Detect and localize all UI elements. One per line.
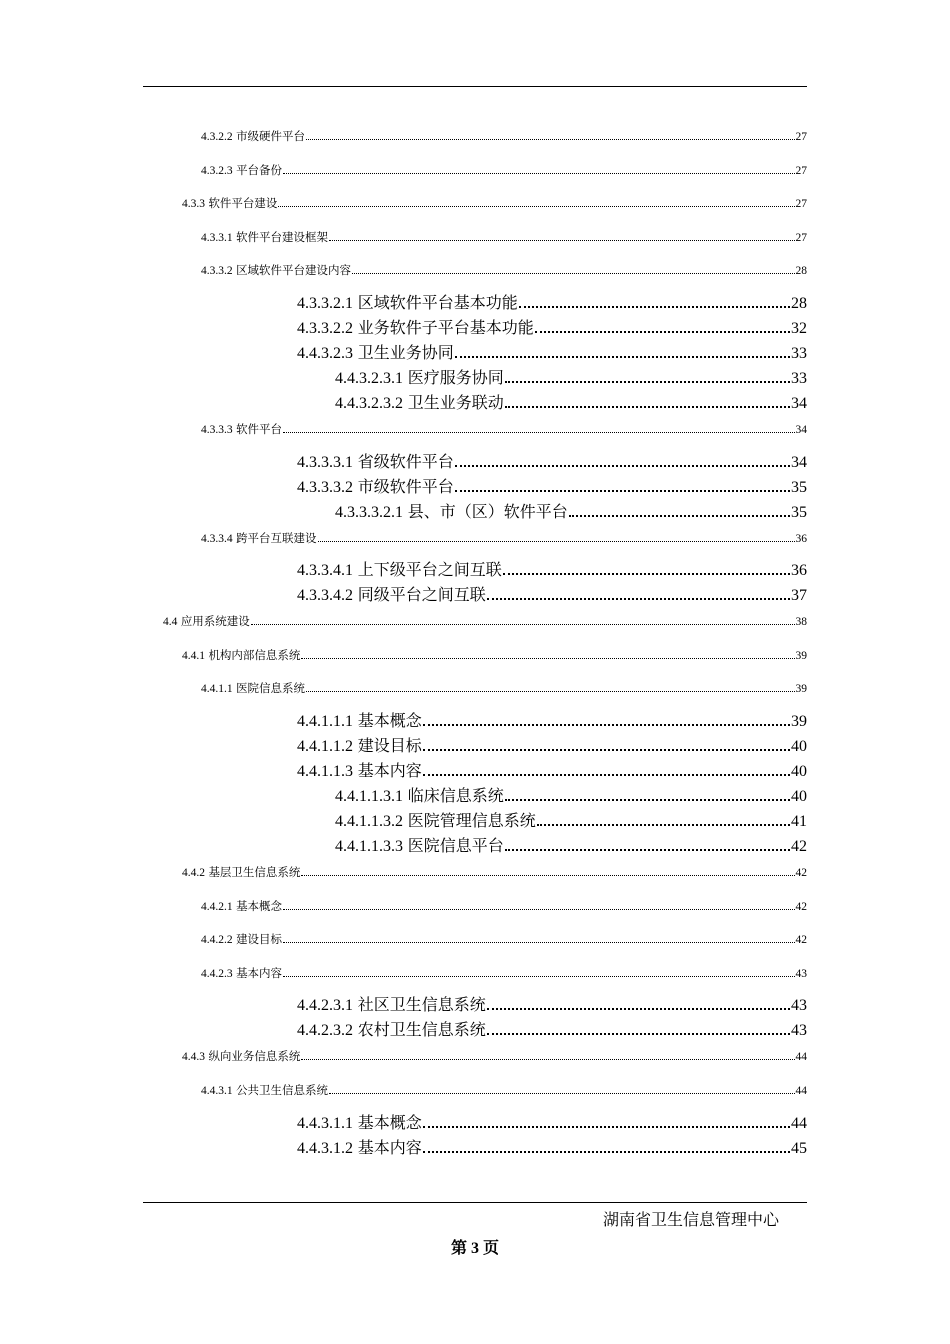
toc-leader-dots (503, 570, 790, 575)
toc-entry-page: 42 (791, 838, 807, 855)
toc-entry-title: 医院信息平台 (407, 838, 504, 855)
toc-entry-title: 公共卫生信息系统 (236, 1085, 329, 1097)
toc-entry-number: 4.4 (163, 616, 178, 629)
toc-entry-title: 软件平台建设框架 (236, 231, 329, 244)
toc-leader-dots (278, 204, 794, 207)
toc-entry-page: 32 (791, 320, 807, 337)
toc-entry-title: 应用系统建设 (180, 616, 250, 629)
toc-leader-dots (455, 461, 790, 466)
toc-entry-title: 软件平台建设 (208, 198, 278, 211)
toc-entry[interactable] (335, 839, 807, 855)
toc-entry-title: 卫生业务协同 (357, 345, 454, 362)
toc-entry-page: 28 (791, 295, 807, 312)
toc-entry-title: 机构内部信息系统 (208, 649, 301, 662)
toc-leader-dots (423, 1122, 790, 1127)
toc-entry[interactable] (201, 425, 807, 437)
toc-entry-number: 4.4.1.1.1 (297, 713, 353, 730)
toc-entry-page: 27 (795, 164, 807, 177)
toc-leader-dots (301, 1057, 794, 1060)
toc-entry-number: 4.4.3.2.3 (297, 345, 353, 362)
toc-entry-page: 44 (795, 1085, 807, 1097)
toc-entry-title: 卫生业务联动 (407, 395, 504, 412)
toc-entry-page: 39 (791, 713, 807, 730)
page-number: 第 3 页 (450, 1240, 499, 1257)
toc-entry-number: 4.3.3.2.2 (297, 320, 353, 337)
toc-leader-dots (423, 771, 790, 776)
toc-entry[interactable] (297, 480, 807, 496)
toc-entry-number: 4.4.3.1.1 (297, 1114, 353, 1132)
footer-organization: 湖南省卫生信息管理中心 (602, 1212, 779, 1229)
toc-entry-number: 4.3.3.3.2.1 (335, 503, 403, 521)
toc-entry[interactable] (297, 296, 807, 312)
toc-entry-title: 医疗服务协同 (407, 370, 504, 387)
toc-leader-dots (535, 328, 790, 333)
toc-entry[interactable] (335, 789, 807, 805)
toc-entry[interactable] (335, 814, 807, 830)
toc-entry[interactable] (201, 166, 807, 178)
toc-entry-title: 基层卫生信息系统 (208, 867, 301, 879)
toc-entry-number: 4.3.2.2 (201, 131, 233, 143)
toc-entry-page: 40 (791, 738, 807, 755)
toc-entry[interactable] (297, 764, 807, 780)
toc-leader-dots (487, 1005, 790, 1010)
toc-entry-page: 39 (795, 683, 807, 696)
toc-entry[interactable] (201, 1086, 807, 1098)
toc-leader-dots (505, 796, 790, 801)
toc-entry[interactable] (201, 902, 807, 914)
toc-leader-dots (283, 906, 794, 909)
toc-entry-title: 跨平台互联建设 (236, 532, 317, 545)
toc-leader-dots (455, 486, 790, 491)
toc-entry[interactable] (182, 1052, 807, 1064)
toc-leader-dots (329, 238, 794, 241)
toc-leader-dots (505, 846, 790, 851)
toc-leader-dots (423, 746, 790, 751)
toc-entry-title: 同级平台之间互联 (357, 587, 486, 605)
toc-entry[interactable] (201, 935, 807, 947)
toc-leader-dots (251, 622, 795, 625)
toc-entry-number: 4.3.2.3 (201, 164, 233, 177)
toc-entry[interactable] (297, 998, 807, 1014)
toc-entry-page: 40 (791, 763, 807, 780)
toc-leader-dots (487, 595, 790, 600)
toc-leader-dots (505, 378, 790, 383)
toc-entry-page: 43 (791, 1022, 807, 1040)
toc-entry-number: 4.4.1.1.3.3 (335, 838, 403, 855)
toc-entry-number: 4.4.1.1.3.2 (335, 813, 403, 830)
toc-entry-title: 市级软件平台 (357, 478, 454, 496)
toc-entry-page: 42 (795, 934, 807, 947)
toc-entry-page: 44 (795, 1051, 807, 1064)
toc-entry-title: 医院信息系统 (236, 683, 306, 696)
toc-entry-page: 38 (795, 616, 807, 629)
toc-entry-page: 44 (791, 1114, 807, 1132)
toc-entry-number: 4.4.2 (182, 867, 205, 879)
toc-entry[interactable] (201, 132, 807, 144)
toc-entry[interactable] (335, 396, 807, 412)
toc-entry-title: 平台备份 (236, 164, 283, 177)
toc-entry-title: 基本概念 (236, 900, 283, 913)
toc-entry[interactable] (297, 1141, 807, 1157)
toc-entry[interactable] (182, 868, 807, 880)
toc-entry-page: 45 (791, 1139, 807, 1157)
toc-entry[interactable] (182, 651, 807, 663)
toc-entry-number: 4.4.3.1.2 (297, 1139, 353, 1157)
toc-entry-page: 36 (795, 532, 807, 545)
toc-entry-number: 4.4.1.1 (201, 683, 233, 696)
toc-entry[interactable] (297, 455, 807, 471)
toc-entry-page: 43 (795, 967, 807, 980)
toc-entry-number: 4.4.1.1.3 (297, 763, 353, 780)
toc-leader-dots (306, 689, 794, 692)
toc-entry-number: 4.4.1 (182, 649, 205, 662)
toc-leader-dots (455, 353, 790, 358)
toc-entry-number: 4.3.3.3 (201, 424, 233, 436)
toc-leader-dots (283, 170, 794, 173)
toc-leader-dots (569, 511, 790, 516)
toc-entry-title: 农村卫生信息系统 (357, 1022, 486, 1040)
toc-entry-title: 基本概念 (357, 1114, 422, 1132)
toc-entry-title: 基本内容 (357, 1139, 422, 1157)
toc-entry[interactable] (297, 563, 807, 579)
toc-entry-page: 27 (795, 231, 807, 244)
toc-entry[interactable] (163, 617, 807, 629)
toc-entry-title: 建设目标 (357, 738, 422, 755)
toc-entry-title: 区域软件平台基本功能 (357, 295, 518, 312)
toc-entry[interactable] (297, 1116, 807, 1132)
toc-leader-dots (301, 873, 794, 876)
toc-entry-page: 34 (791, 395, 807, 412)
toc-entry-title: 省级软件平台 (357, 453, 454, 471)
toc-entry-title: 基本内容 (236, 967, 283, 980)
toc-leader-dots (283, 974, 794, 977)
toc-entry-number: 4.4.2.1 (201, 900, 233, 913)
toc-leader-dots (505, 403, 790, 408)
toc-entry[interactable] (201, 233, 807, 245)
toc-leader-dots (306, 137, 794, 140)
toc-leader-dots (283, 940, 794, 943)
toc-entry-number: 4.3.3.4.1 (297, 562, 353, 580)
toc-entry-title: 软件平台 (236, 424, 283, 436)
toc-entry-page: 27 (795, 131, 807, 143)
toc-entry[interactable] (297, 588, 807, 604)
toc-entry-title: 县、市（区）软件平台 (407, 503, 568, 521)
toc-entry-number: 4.3.3.4.2 (297, 587, 353, 605)
toc-entry-number: 4.3.3.2.1 (297, 295, 353, 312)
toc-entry-title: 医院管理信息系统 (407, 813, 536, 830)
toc-leader-dots (423, 721, 790, 726)
toc-entry[interactable] (335, 371, 807, 387)
toc-entry-page: 34 (795, 424, 807, 436)
toc-entry-number: 4.4.1.1.3.1 (335, 788, 403, 805)
toc-entry-title: 上下级平台之间互联 (357, 562, 502, 580)
toc-entry[interactable] (297, 321, 807, 337)
toc-entry-number: 4.4.2.3 (201, 967, 233, 980)
toc-entry-number: 4.4.2.2 (201, 934, 233, 947)
toc-entry-title: 基本内容 (357, 763, 422, 780)
toc-entry-number: 4.4.3 (182, 1051, 205, 1064)
toc-entry-page: 28 (795, 265, 807, 278)
toc-entry-title: 社区卫生信息系统 (357, 997, 486, 1015)
toc-leader-dots (318, 538, 795, 541)
toc-entry-page: 35 (791, 478, 807, 496)
toc-entry-number: 4.4.1.1.2 (297, 738, 353, 755)
toc-entry-page: 41 (791, 813, 807, 830)
toc-entry-number: 4.3.3.3.1 (297, 453, 353, 471)
toc-entry-page: 36 (791, 562, 807, 580)
toc-entry[interactable] (182, 199, 807, 211)
toc-entry-page: 42 (795, 867, 807, 879)
toc-entry-number: 4.4.2.3.1 (297, 997, 353, 1015)
toc-leader-dots (352, 271, 794, 274)
toc-entry-title: 建设目标 (236, 934, 283, 947)
toc-entry-page: 33 (791, 345, 807, 362)
toc-entry-number: 4.3.3.2 (201, 265, 233, 278)
toc-entry-title: 临床信息系统 (407, 788, 504, 805)
toc-entry[interactable] (297, 1023, 807, 1039)
toc-entry-title: 市级硬件平台 (236, 131, 306, 143)
toc-entry[interactable] (335, 505, 807, 521)
toc-entry[interactable] (201, 969, 807, 981)
toc-leader-dots (283, 430, 794, 433)
toc-entry-number: 4.4.3.1 (201, 1085, 233, 1097)
toc-entry[interactable] (201, 684, 807, 696)
toc-entry-number: 4.4.2.3.2 (297, 1022, 353, 1040)
toc-entry-number: 4.3.3.1 (201, 231, 233, 244)
toc-entry-page: 39 (795, 649, 807, 662)
toc-leader-dots (487, 1030, 790, 1035)
toc-leader-dots (423, 1147, 790, 1152)
toc-entry-page: 27 (795, 198, 807, 211)
toc-entry[interactable] (297, 714, 807, 730)
toc-entry-number: 4.3.3 (182, 198, 205, 211)
toc-entry-number: 4.4.3.2.3.1 (335, 370, 403, 387)
toc-entry-number: 4.3.3.4 (201, 532, 233, 545)
toc-entry-page: 40 (791, 788, 807, 805)
toc-entry-title: 基本概念 (357, 713, 422, 730)
toc-entry-page: 35 (791, 503, 807, 521)
toc-entry-number: 4.4.3.2.3.2 (335, 395, 403, 412)
toc-entry-page: 42 (795, 900, 807, 913)
toc-entry[interactable] (201, 266, 807, 278)
toc-entry[interactable] (297, 346, 807, 362)
toc-entry-page: 37 (791, 587, 807, 605)
toc-entry-title: 业务软件子平台基本功能 (357, 320, 534, 337)
toc-entry-title: 纵向业务信息系统 (208, 1051, 301, 1064)
toc-entry-page: 33 (791, 370, 807, 387)
toc-entry-title: 区域软件平台建设内容 (236, 265, 352, 278)
toc-entry-page: 34 (791, 453, 807, 471)
toc-leader-dots (301, 656, 794, 659)
toc-leader-dots (519, 303, 790, 308)
toc-entry[interactable] (201, 534, 807, 546)
toc-entry-number: 4.3.3.3.2 (297, 478, 353, 496)
toc-leader-dots (537, 821, 790, 826)
toc-leader-dots (329, 1091, 794, 1094)
toc-entry[interactable] (297, 739, 807, 755)
toc-entry-page: 43 (791, 997, 807, 1015)
footer-rule (143, 1202, 807, 1203)
